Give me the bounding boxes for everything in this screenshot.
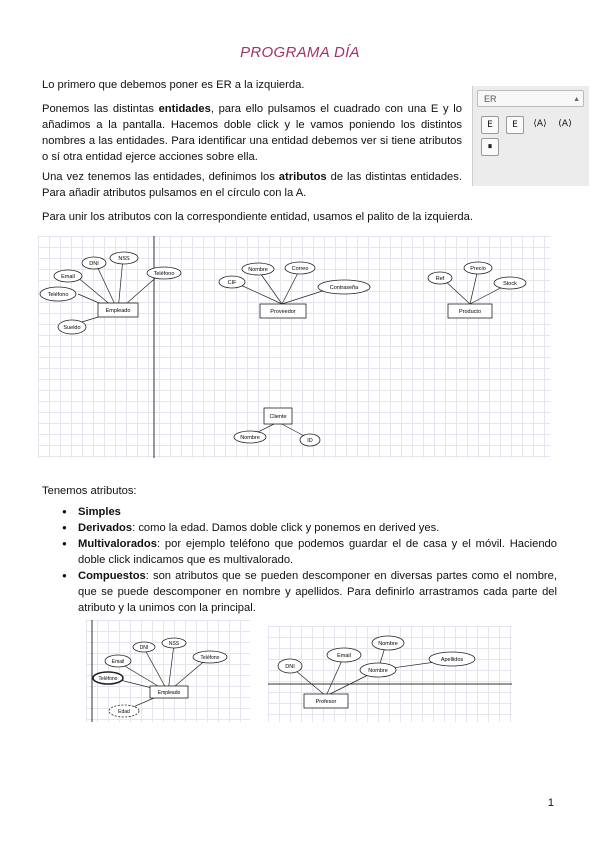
attr-telefono-1: Teléfono: [47, 292, 69, 298]
er-diagram-main: [38, 236, 550, 458]
weak-entity-button[interactable]: E: [506, 116, 524, 134]
attr-stock: Stock: [503, 281, 517, 287]
page-title: PROGRAMA DÍA: [240, 44, 360, 61]
attr-dni-2: DNI: [139, 645, 149, 651]
attributes-heading: Tenemos atributos:: [42, 485, 137, 497]
entity-cliente: Cliente: [269, 414, 287, 420]
attr-cif: CIF: [227, 280, 237, 286]
attr-contrasena: Contraseña: [329, 285, 359, 291]
intro-paragraph: Lo primero que debemos poner es ER a la izquierda.: [42, 79, 305, 91]
attr-nss-2: NSS: [168, 641, 180, 647]
attr-dni: DNI: [89, 261, 99, 267]
entity-button[interactable]: E: [481, 116, 499, 134]
attr-email-2: Email: [111, 659, 125, 665]
attributes-paragraph: Una vez tenemos las entidades, definimos los atributos de las distintas entidades. Para añadir atributos pulsamos en el círculo con la A.: [42, 171, 462, 199]
list-item: ● Multivalorados: por ejemplo teléfono que podemos guardar el de casa y el móvil. Haciendo doble click indicamos que es multivalorado.: [62, 536, 557, 568]
attr-edad: Edad: [118, 709, 130, 715]
attr-email-3: Email: [337, 653, 351, 659]
attr-email: Email: [61, 274, 75, 280]
entity-producto: Producto: [458, 309, 482, 315]
attr-ref: Ref: [435, 276, 445, 282]
attr-nombre-composite: Nombre: [368, 668, 388, 674]
entity-empleado: Empleado: [105, 308, 131, 314]
entities-paragraph: Ponemos las distintas entidades, para ello pulsamos el cuadrado con una E y lo añadimos a la pantalla. Hacemos doble click y le vamos poniendo los distintos nombres a las entidades. Para identificar una entidad debemos ver si tiene atributos o sí otra entidad ejerce acciones sobre ella.: [42, 103, 462, 163]
attr-telefono-2: Teléfono: [153, 271, 175, 277]
list-item: ● Simples: [62, 504, 557, 520]
link-paragraph: Para unir los atributos con la correspondiente entidad, usamos el palito de la izquierda.: [42, 211, 473, 223]
attr-precio: Precio: [470, 266, 486, 272]
page-number: 1: [547, 797, 554, 809]
attr-nombre-cliente: Nombre: [240, 435, 260, 441]
attr-nss: NSS: [118, 256, 130, 262]
attribute-derived-button[interactable]: ⟨A⟩: [533, 119, 547, 129]
attr-sueldo: Sueldo: [63, 325, 81, 331]
entity-profesor: Profesor: [315, 699, 337, 705]
attribute-button[interactable]: (A): [558, 119, 572, 129]
attr-dni-3: DNI: [285, 664, 295, 670]
er-select[interactable]: ER ▲: [477, 90, 584, 107]
er-toolbar: [472, 86, 589, 186]
list-item: ● Derivados: como la edad. Damos doble click y ponemos en derived yes.: [62, 520, 557, 536]
attr-id: ID: [307, 438, 313, 444]
attr-correo: Correo: [291, 266, 309, 272]
entity-empleado-2: Empleado: [157, 690, 181, 696]
attribute-types-list: [62, 504, 557, 616]
er-diagram-composite: [268, 626, 512, 722]
entity-proveedor: Proveedor: [270, 309, 296, 315]
attr-nombre-prov: Nombre: [248, 267, 268, 273]
er-diagram-multivalued: [86, 620, 250, 722]
link-button[interactable]: ⏸: [481, 138, 499, 156]
attr-telefono-3: Teléfono: [98, 676, 118, 682]
attr-apellidos: Apellidos: [440, 657, 464, 663]
attr-nombre-part: Nombre: [378, 641, 398, 647]
attr-telefono-4: Teléfono: [200, 655, 220, 661]
list-item: ● Compuestos: son atributos que se pueden descomponer en diversas partes como el nombre, que se puede descomponer en nombre y apellidos. Para definirlo arrastramos cada parte del atributo y la unimos con la principal.: [62, 568, 557, 616]
